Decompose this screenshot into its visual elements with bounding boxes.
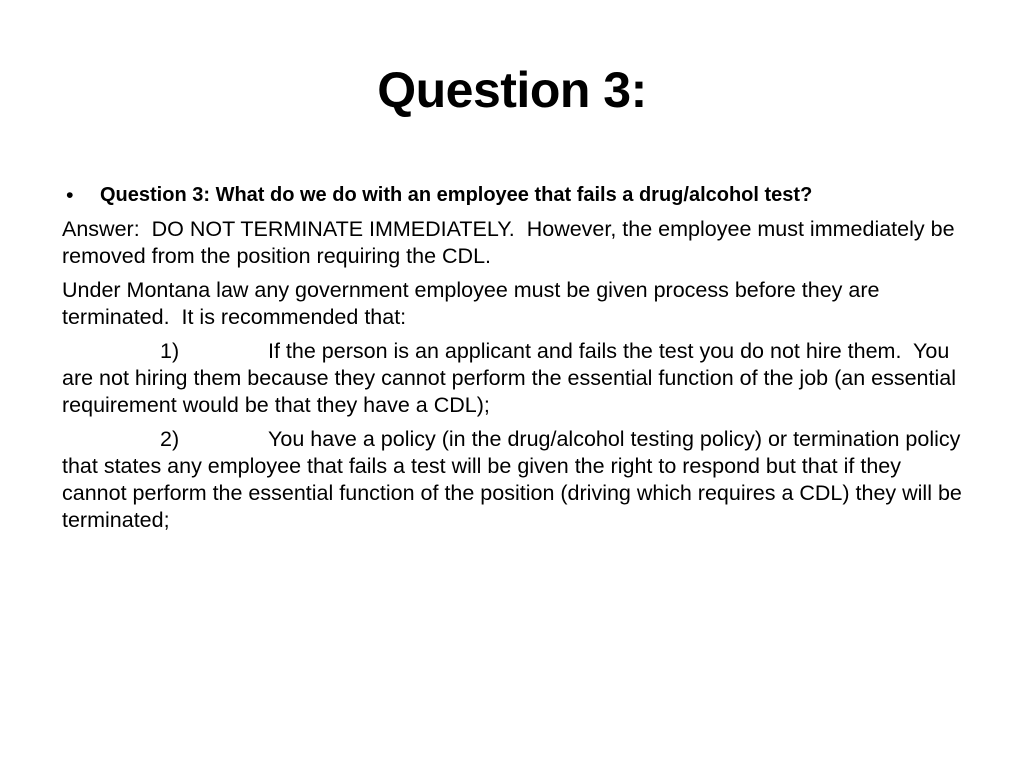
slide-content [62,182,968,541]
bullet-icon: • [66,183,74,207]
list-item-1 [62,338,962,419]
list-item-text: You have a policy (in the drug/alcohol testing policy) or termination policy that states any employee that fails a test will be given the right to respond but that if they cannot perform the essential function of the position (driving which requires a CDL) they will be terminated; [62,427,968,532]
montana-law-paragraph: Under Montana law any government employee must be given process before they are terminated. It is recommended that: [62,278,886,329]
list-item-text: If the person is an applicant and fails the test you do not hire them. You are not hiring them because they cannot perform the essential function of the job (an essential requirement would be that they have a CDL); [62,339,962,417]
answer-paragraph: Answer: DO NOT TERMINATE IMMEDIATELY. However, the employee must immediately be removed from the position requiring the CDL. [62,217,961,268]
list-item-number: 2) [160,427,180,451]
question-text: Question 3: What do we do with an employee that fails a drug/alcohol test? [100,184,813,206]
question-bullet [62,182,962,209]
list-item-2 [62,426,968,534]
slide-title: Question 3: [377,62,647,118]
list-item-number: 1) [160,339,180,363]
